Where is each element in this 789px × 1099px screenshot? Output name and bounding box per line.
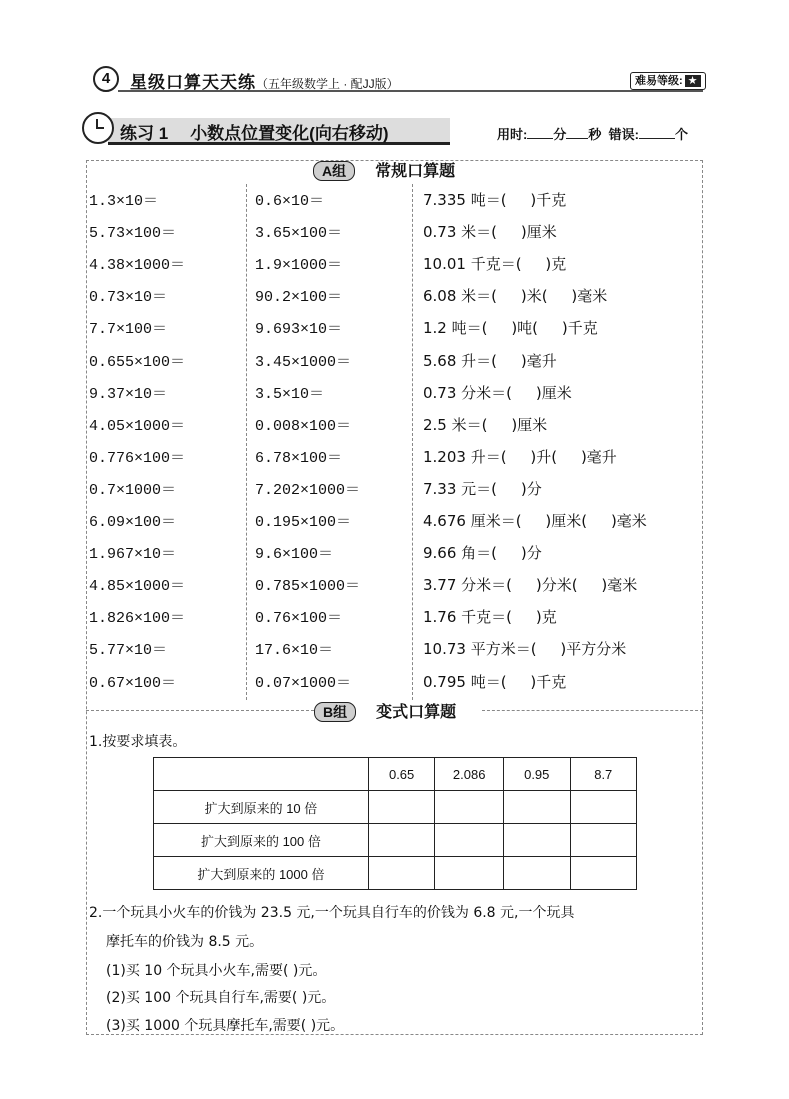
problem-item: 5.68 升＝( )毫升 [423,351,557,370]
column-divider-2 [412,184,413,700]
group-a-header [313,158,455,181]
group-b-divider-right [482,710,703,711]
exercise-name: 小数点位置变化(向右移动) [190,124,389,143]
problem-item: 0.776×100＝ [89,449,186,467]
problem-item: 0.67×100＝ [89,674,177,692]
column-divider-1 [246,184,247,700]
table-row [154,791,637,824]
answer-cell[interactable] [503,857,570,890]
question-2-part-2: (2)买 100 个玩具自行车,需要( )元。 [106,990,336,1006]
problem-item: 0.795 吨＝( )千克 [423,672,567,691]
star-icon: ★ [685,75,701,87]
table-corner-cell [154,758,369,791]
seconds-blank[interactable] [566,128,588,139]
minutes-blank[interactable] [527,128,553,139]
problem-item: 9.693×10＝ [255,321,343,339]
problem-item: 10.73 平方米＝( )平方分米 [423,640,627,659]
problem-item: 7.335 吨＝( )千克 [423,191,567,209]
minute-unit: 分 [553,127,567,142]
problem-item: 0.195×100＝ [255,514,352,531]
problem-item: 3.77 分米＝( )分米( )毫米 [423,576,638,595]
errors-blank[interactable] [639,128,675,139]
problem-item: 9.6×100＝ [255,546,334,564]
problem-item: 1.9×1000＝ [255,257,343,275]
table-row [154,824,637,857]
problem-item: 6.08 米＝( )米( )毫米 [423,287,608,306]
problem-item: 17.6×10＝ [255,642,334,660]
table-row-label: 扩大到原来的 100 倍 [154,824,369,857]
problem-item: 0.73 米＝( )厘米 [423,223,557,242]
answer-cell[interactable] [435,857,504,890]
problem-item: 7.7×100＝ [89,321,168,339]
table-header-cell: 2.086 [435,758,504,791]
problem-item: 0.6×10＝ [255,193,325,210]
book-title-text: 星级口算天天练 [130,73,256,92]
answer-cell[interactable] [435,791,504,824]
problem-item: 4.676 厘米＝( )厘米( )毫米 [423,512,647,530]
problem-item: 1.826×100＝ [89,610,186,628]
timing-record [497,124,688,143]
answer-cell[interactable] [368,824,435,857]
problem-item: 7.202×1000＝ [255,481,361,499]
problem-item: 0.07×1000＝ [255,674,352,692]
group-b-header [314,699,456,722]
table-header-cell: 8.7 [570,758,636,791]
question-2-line-2: 摩托车的价钱为 8.5 元。 [106,934,264,950]
table-header-cell: 0.65 [368,758,435,791]
problem-item: 1.3×10＝ [89,193,159,210]
problem-item: 3.45×1000＝ [255,353,352,371]
problem-item: 1.203 升＝( )升( )毫升 [423,447,617,466]
group-b-badge: B组 [314,702,356,722]
time-label: 用时: [497,127,528,142]
problem-item: 1.2 吨＝( )吨( )千克 [423,319,598,338]
table-header-cell: 0.95 [503,758,570,791]
exercise-number: 练习 1 [120,124,169,143]
group-a-badge: A组 [313,161,355,181]
problem-item: 0.73 分米＝( )厘米 [423,383,572,402]
group-b-title: 变式口算题 [376,704,457,721]
table-row [154,857,637,890]
problem-item: 4.38×1000＝ [89,257,186,275]
problem-item: 3.65×100＝ [255,225,343,243]
answer-cell[interactable] [503,824,570,857]
header-divider [118,90,703,92]
problem-item: 0.655×100＝ [89,353,186,371]
page-number: 4 [93,66,119,92]
group-b-divider-left [86,710,314,711]
problem-item: 7.33 元＝( )分 [423,479,542,498]
problem-item: 4.05×1000＝ [89,417,186,435]
problem-item: 9.66 角＝( )分 [423,544,542,563]
problem-item: 5.77×10＝ [89,642,168,660]
answer-cell[interactable] [368,857,435,890]
answer-cell[interactable] [435,824,504,857]
difficulty-badge [630,72,706,90]
problem-item: 90.2×100＝ [255,289,343,307]
problem-item: 5.73×100＝ [89,225,177,243]
alarm-clock-icon [82,112,114,144]
error-label: 错误: [608,127,639,142]
problem-item: 10.01 千克＝( )克 [423,255,567,274]
table-row-label: 扩大到原来的 10 倍 [154,791,369,824]
difficulty-label: 难易等级: [635,75,683,87]
count-unit: 个 [674,127,688,142]
problem-item: 2.5 米＝( )厘米 [423,415,548,434]
group-a-title: 常规口算题 [375,163,456,180]
fill-table [153,757,637,890]
problem-item: 0.785×1000＝ [255,578,361,596]
answer-cell[interactable] [368,791,435,824]
book-subtitle: （五年级数学上 · 配JJ版） [256,77,399,91]
table-row-label: 扩大到原来的 1000 倍 [154,857,369,890]
question-1: 1.按要求填表。 [89,734,187,750]
problem-item: 4.85×1000＝ [89,578,186,596]
question-2-part-1: (1)买 10 个玩具小火车,需要( )元。 [106,963,327,979]
answer-cell[interactable] [570,791,636,824]
problem-item: 1.76 千克＝( )克 [423,608,557,627]
problem-item: 1.967×10＝ [89,546,177,564]
exercise-title [120,119,411,144]
problem-item: 3.5×10＝ [255,385,325,403]
answer-cell[interactable] [570,857,636,890]
problem-item: 0.73×10＝ [89,289,168,307]
answer-cell[interactable] [570,824,636,857]
table-header-row [154,758,637,791]
question-2-line-1: 2.一个玩具小火车的价钱为 23.5 元,一个玩具自行车的价钱为 6.8 元,一个玩具 [89,905,575,921]
answer-cell[interactable] [503,791,570,824]
problem-item: 9.37×10＝ [89,385,168,403]
problem-item: 6.09×100＝ [89,514,177,531]
second-unit: 秒 [588,127,602,142]
problem-item: 0.76×100＝ [255,610,343,628]
question-2-part-3: (3)买 1000 个玩具摩托车,需要( )元。 [106,1018,345,1034]
problem-item: 0.008×100＝ [255,417,352,435]
problem-item: 6.78×100＝ [255,449,343,467]
problem-item: 0.7×1000＝ [89,481,177,499]
